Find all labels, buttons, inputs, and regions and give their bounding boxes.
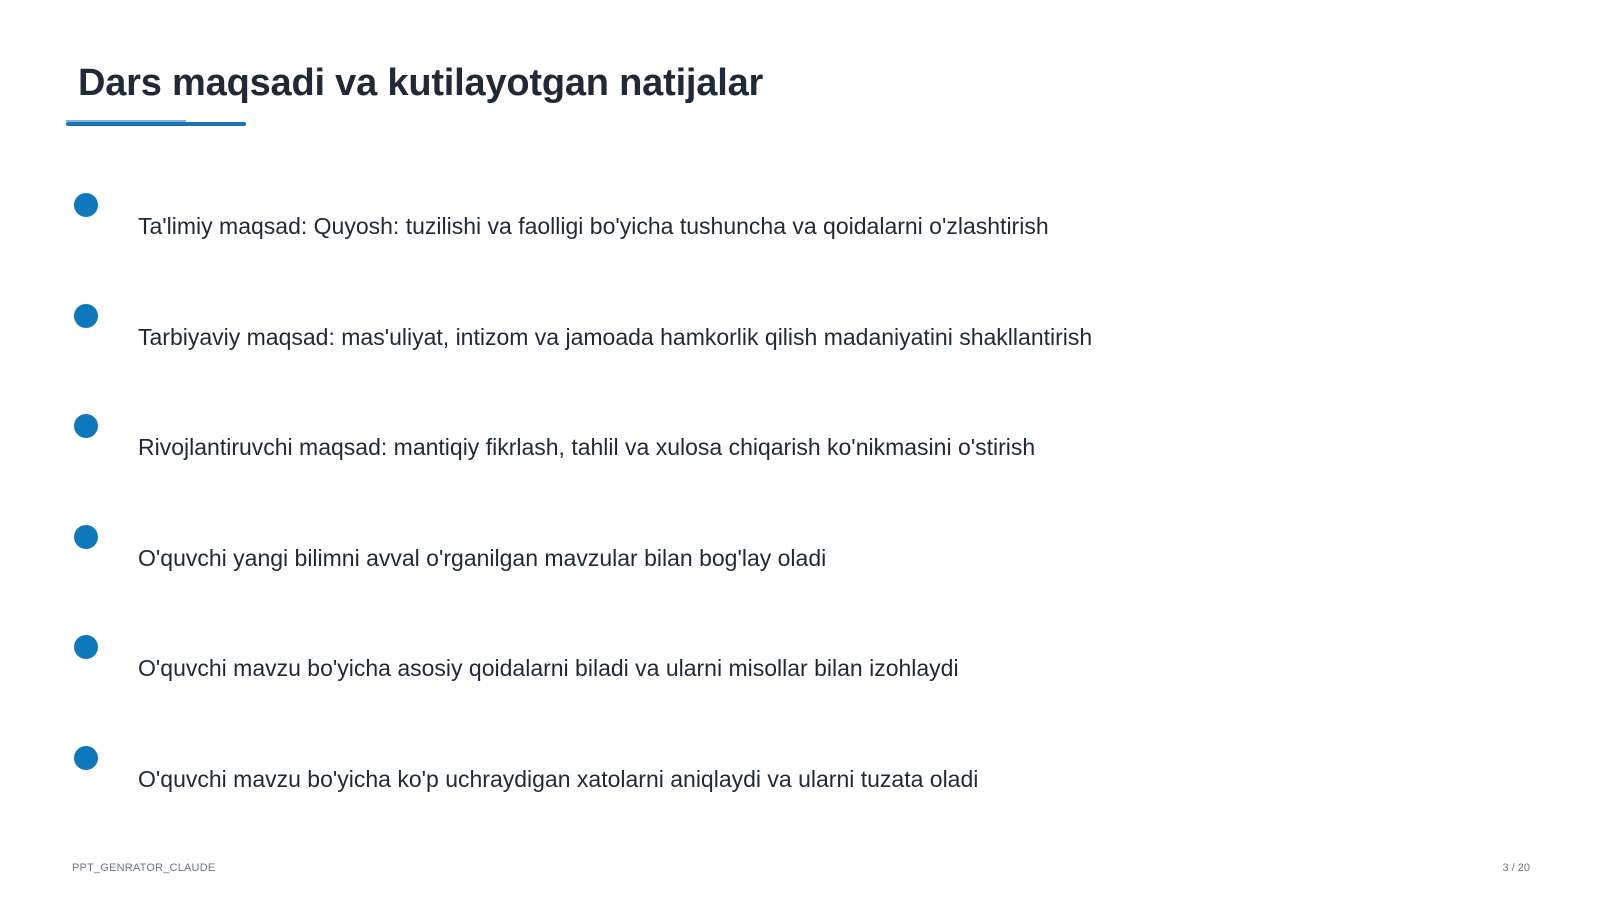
- bullet-text: Tarbiyaviy maqsad: mas'uliyat, intizom va jamoada hamkorlik qilish madaniyatini shakllantirish: [138, 324, 1093, 350]
- bullet-text: Rivojlantiruvchi maqsad: mantiqiy fikrlash, tahlil va xulosa chiqarish ko'nikmasini o'stirish: [138, 434, 1036, 460]
- bullet-dot-icon: [74, 193, 98, 217]
- page-number: 3 / 20: [1502, 862, 1530, 874]
- bullet-dot-icon: [74, 304, 98, 328]
- bullet-dot-icon: [74, 635, 98, 659]
- bullet-text: Ta'limiy maqsad: Quyosh: tuzilishi va faolligi bo'yicha tushuncha va qoidalarni o'zlashtirish: [138, 213, 1049, 239]
- bullet-item: [0, 635, 1600, 695]
- footer-generator: PPT_GENRATOR_CLAUDE: [72, 862, 216, 874]
- bullet-item: [0, 525, 1600, 585]
- bullet-item: [0, 414, 1600, 474]
- bullet-text: O'quvchi mavzu bo'yicha ko'p uchraydigan xatolarni aniqlaydi va ularni tuzata oladi: [138, 766, 979, 792]
- bullet-text: O'quvchi mavzu bo'yicha asosiy qoidalarni biladi va ularni misollar bilan izohlaydi: [138, 655, 959, 681]
- bullet-item: [0, 193, 1600, 253]
- bullet-dot-icon: [74, 525, 98, 549]
- slide-title: Dars maqsadi va kutilayotgan natijalar: [78, 62, 764, 104]
- bullet-dot-icon: [74, 746, 98, 770]
- title-underline: [66, 122, 246, 126]
- bullet-item: [0, 746, 1600, 806]
- bullet-text: O'quvchi yangi bilimni avval o'rganilgan mavzular bilan bog'lay oladi: [138, 545, 827, 571]
- bullet-dot-icon: [74, 414, 98, 438]
- bullet-item: [0, 304, 1600, 364]
